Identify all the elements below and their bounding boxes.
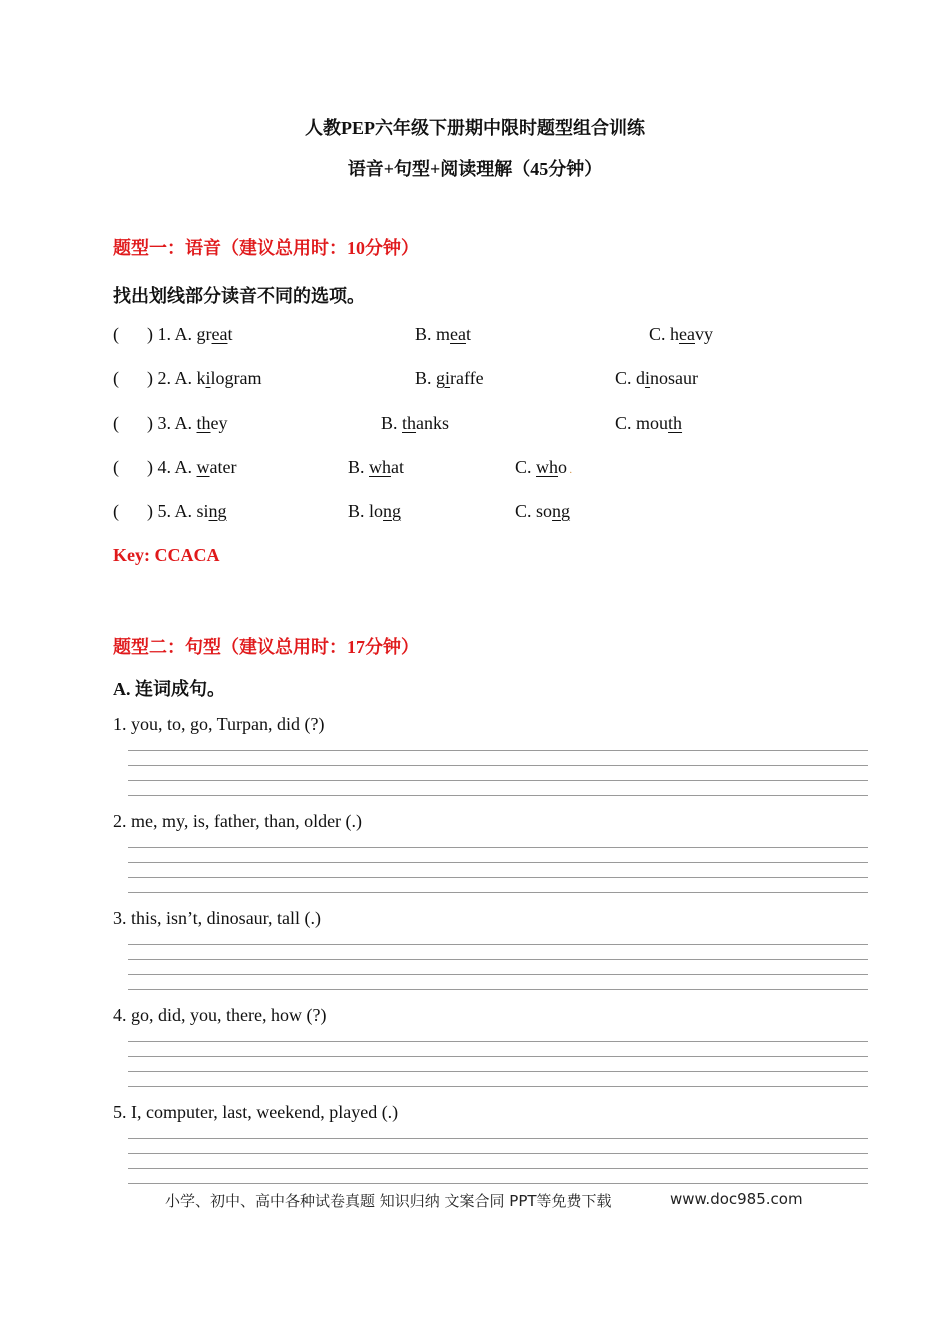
answer-paren-open: ( (113, 413, 119, 433)
item-number: ) 3. A. they (147, 413, 228, 433)
option-b: B. what (348, 457, 405, 477)
question-prompt: 1. you, to, go, Turpan, did (?) (113, 714, 325, 734)
answer-lines[interactable] (128, 847, 868, 893)
answer-paren-open: ( (113, 501, 119, 521)
page-title: 人教PEP六年级下册期中限时题型组合训练 (305, 118, 645, 138)
option-c: C. dinosaur (615, 368, 699, 388)
answer-lines[interactable] (128, 1138, 868, 1184)
option-c: C. mouth (615, 413, 683, 433)
question-prompt: 2. me, my, is, father, than, older (.) (113, 811, 363, 831)
option-b: B. long (348, 501, 402, 521)
footer-url[interactable]: www.doc985.com (670, 1190, 803, 1208)
answer-key: Key: CCACA (113, 545, 220, 565)
answer-paren-open: ( (113, 324, 119, 344)
page-subtitle: 语音+句型+阅读理解（45分钟） (347, 159, 603, 179)
option-b: B. thanks (381, 413, 450, 433)
mark-dot: . (567, 465, 573, 476)
item-number: ) 4. A. water (147, 457, 237, 477)
item-number: ) 2. A. kilogram (147, 368, 262, 388)
question-prompt: 3. this, isn’t, dinosaur, tall (.) (113, 908, 321, 928)
item-number: ) 1. A. great (147, 324, 233, 344)
section2-instruction: A. 连词成句。 (113, 679, 225, 699)
question-prompt: 5. I, computer, last, weekend, played (.) (113, 1102, 399, 1122)
answer-lines[interactable] (128, 944, 868, 990)
section1-instruction: 找出划线部分读音不同的选项。 (113, 286, 365, 306)
item-number: ) 5. A. sing (147, 501, 227, 521)
option-c: C. who . (515, 457, 573, 477)
footer-text: 小学、初中、高中各种试卷真题 知识归纳 文案合同 PPT等免费下载 (165, 1192, 612, 1210)
answer-paren-open: ( (113, 368, 119, 388)
page-footer (165, 1190, 803, 1211)
option-b: B. giraffe (415, 368, 484, 388)
question-prompt: 4. go, did, you, there, how (?) (113, 1005, 327, 1025)
answer-paren-open: ( (113, 457, 119, 477)
answer-lines[interactable] (128, 1041, 868, 1087)
section1-heading: 题型一：语音（建议总用时：10分钟） (113, 238, 419, 258)
option-c: C. heavy (649, 324, 713, 344)
option-c: C. song (515, 501, 571, 521)
option-b: B. meat (415, 324, 472, 344)
answer-lines[interactable] (128, 750, 868, 796)
section2-heading: 题型二：句型（建议总用时：17分钟） (113, 637, 419, 657)
